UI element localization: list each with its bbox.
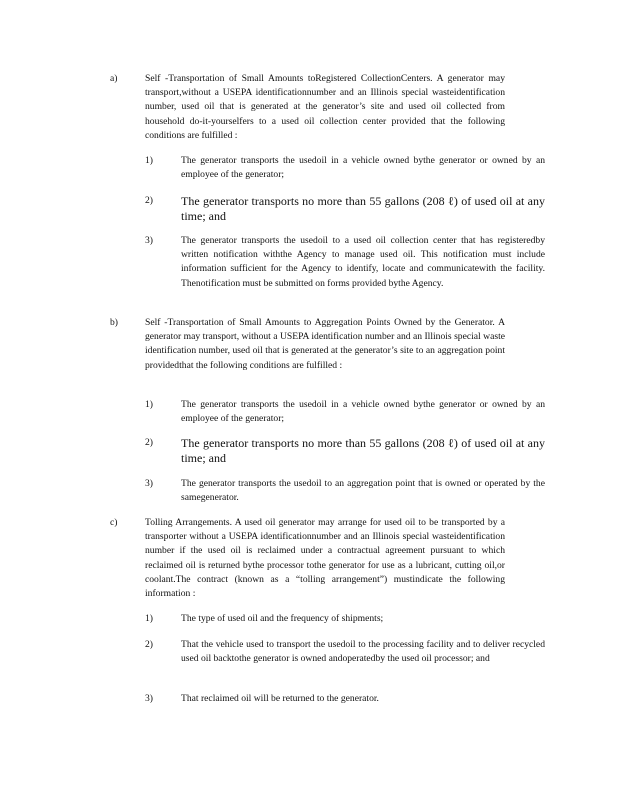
item-text: The generator transports no more than 55 gallons (208 ℓ) of used oil at any time; and bbox=[181, 194, 545, 223]
section-text: Tolling Arrangements. A used oil generator may arrange for used oil to be transported by a transporter without a USEPA identificationnumber and an Illinois special wasteidentification number if the used oil is reclaimed under a contractual agreement pursuant to which reclaimed oil is returned bythe processor tothe generator for use as a lubricant, cutting oil,or coolant.The contract (known as a “tolling arrangement”) mustindicate the following information : bbox=[145, 517, 505, 600]
item-text: The generator transports no more than 55 gallons (208 ℓ) of used oil at any time; and bbox=[181, 436, 545, 465]
item-text: The type of used oil and the frequency of shipments; bbox=[181, 613, 384, 624]
item-number: 3) bbox=[145, 478, 153, 489]
section-label: a) bbox=[110, 73, 118, 84]
section-text: Self -Transportation of Small Amounts to Aggregation Points Owned by the Generator. A generator may transport, without a USEPA identification number and an Illinois special waste identification number, used oil that is generated at the generator’s site to an aggregation point providedthat the following conditions are fulfilled : bbox=[145, 317, 505, 371]
section-label: c) bbox=[110, 517, 118, 528]
item-number: 3) bbox=[145, 235, 153, 246]
item-text: That the vehicle used to transport the usedoil to the processing facility and to deliver recycled used oil backtothe generator is owned andoperatedby the used oil processor; and bbox=[181, 639, 545, 665]
item-text: The generator transports the usedoil in a vehicle owned bythe generator or owned by an employee of the generator; bbox=[181, 399, 545, 425]
item-number: 3) bbox=[145, 693, 153, 704]
item-text: That reclaimed oil will be returned to the generator. bbox=[181, 693, 379, 704]
section-text: Self -Transportation of Small Amounts toRegistered CollectionCenters. A generator may transport,without a USEPA identificationnumber and an Illinois special wasteidentification number, used oil that is generated at the generator’s site and used oil collected from household do-it-yourselfers to a used oil collection center provided that the following conditions are fulfilled : bbox=[145, 73, 505, 141]
item-text: The generator transports the usedoil to an aggregation point that is owned or operated by the samegenerator. bbox=[181, 478, 545, 504]
item-number: 2) bbox=[145, 639, 153, 650]
item-number: 1) bbox=[145, 613, 153, 624]
item-number: 2) bbox=[145, 437, 153, 448]
item-number: 1) bbox=[145, 155, 153, 166]
section-label: b) bbox=[110, 317, 118, 328]
item-number: 1) bbox=[145, 399, 153, 410]
item-text: The generator transports the usedoil in a vehicle owned bythe generator or owned by an employee of the generator; bbox=[181, 155, 545, 181]
item-number: 2) bbox=[145, 195, 153, 206]
item-text: The generator transports the usedoil to a used oil collection center that has registeredby written notification withthe Agency to manage used oil. This notification must include information sufficient for the Agency to identify, locate and communicatewith the facility. Thenotification must be submitted on forms provided bythe Agency. bbox=[181, 235, 545, 289]
